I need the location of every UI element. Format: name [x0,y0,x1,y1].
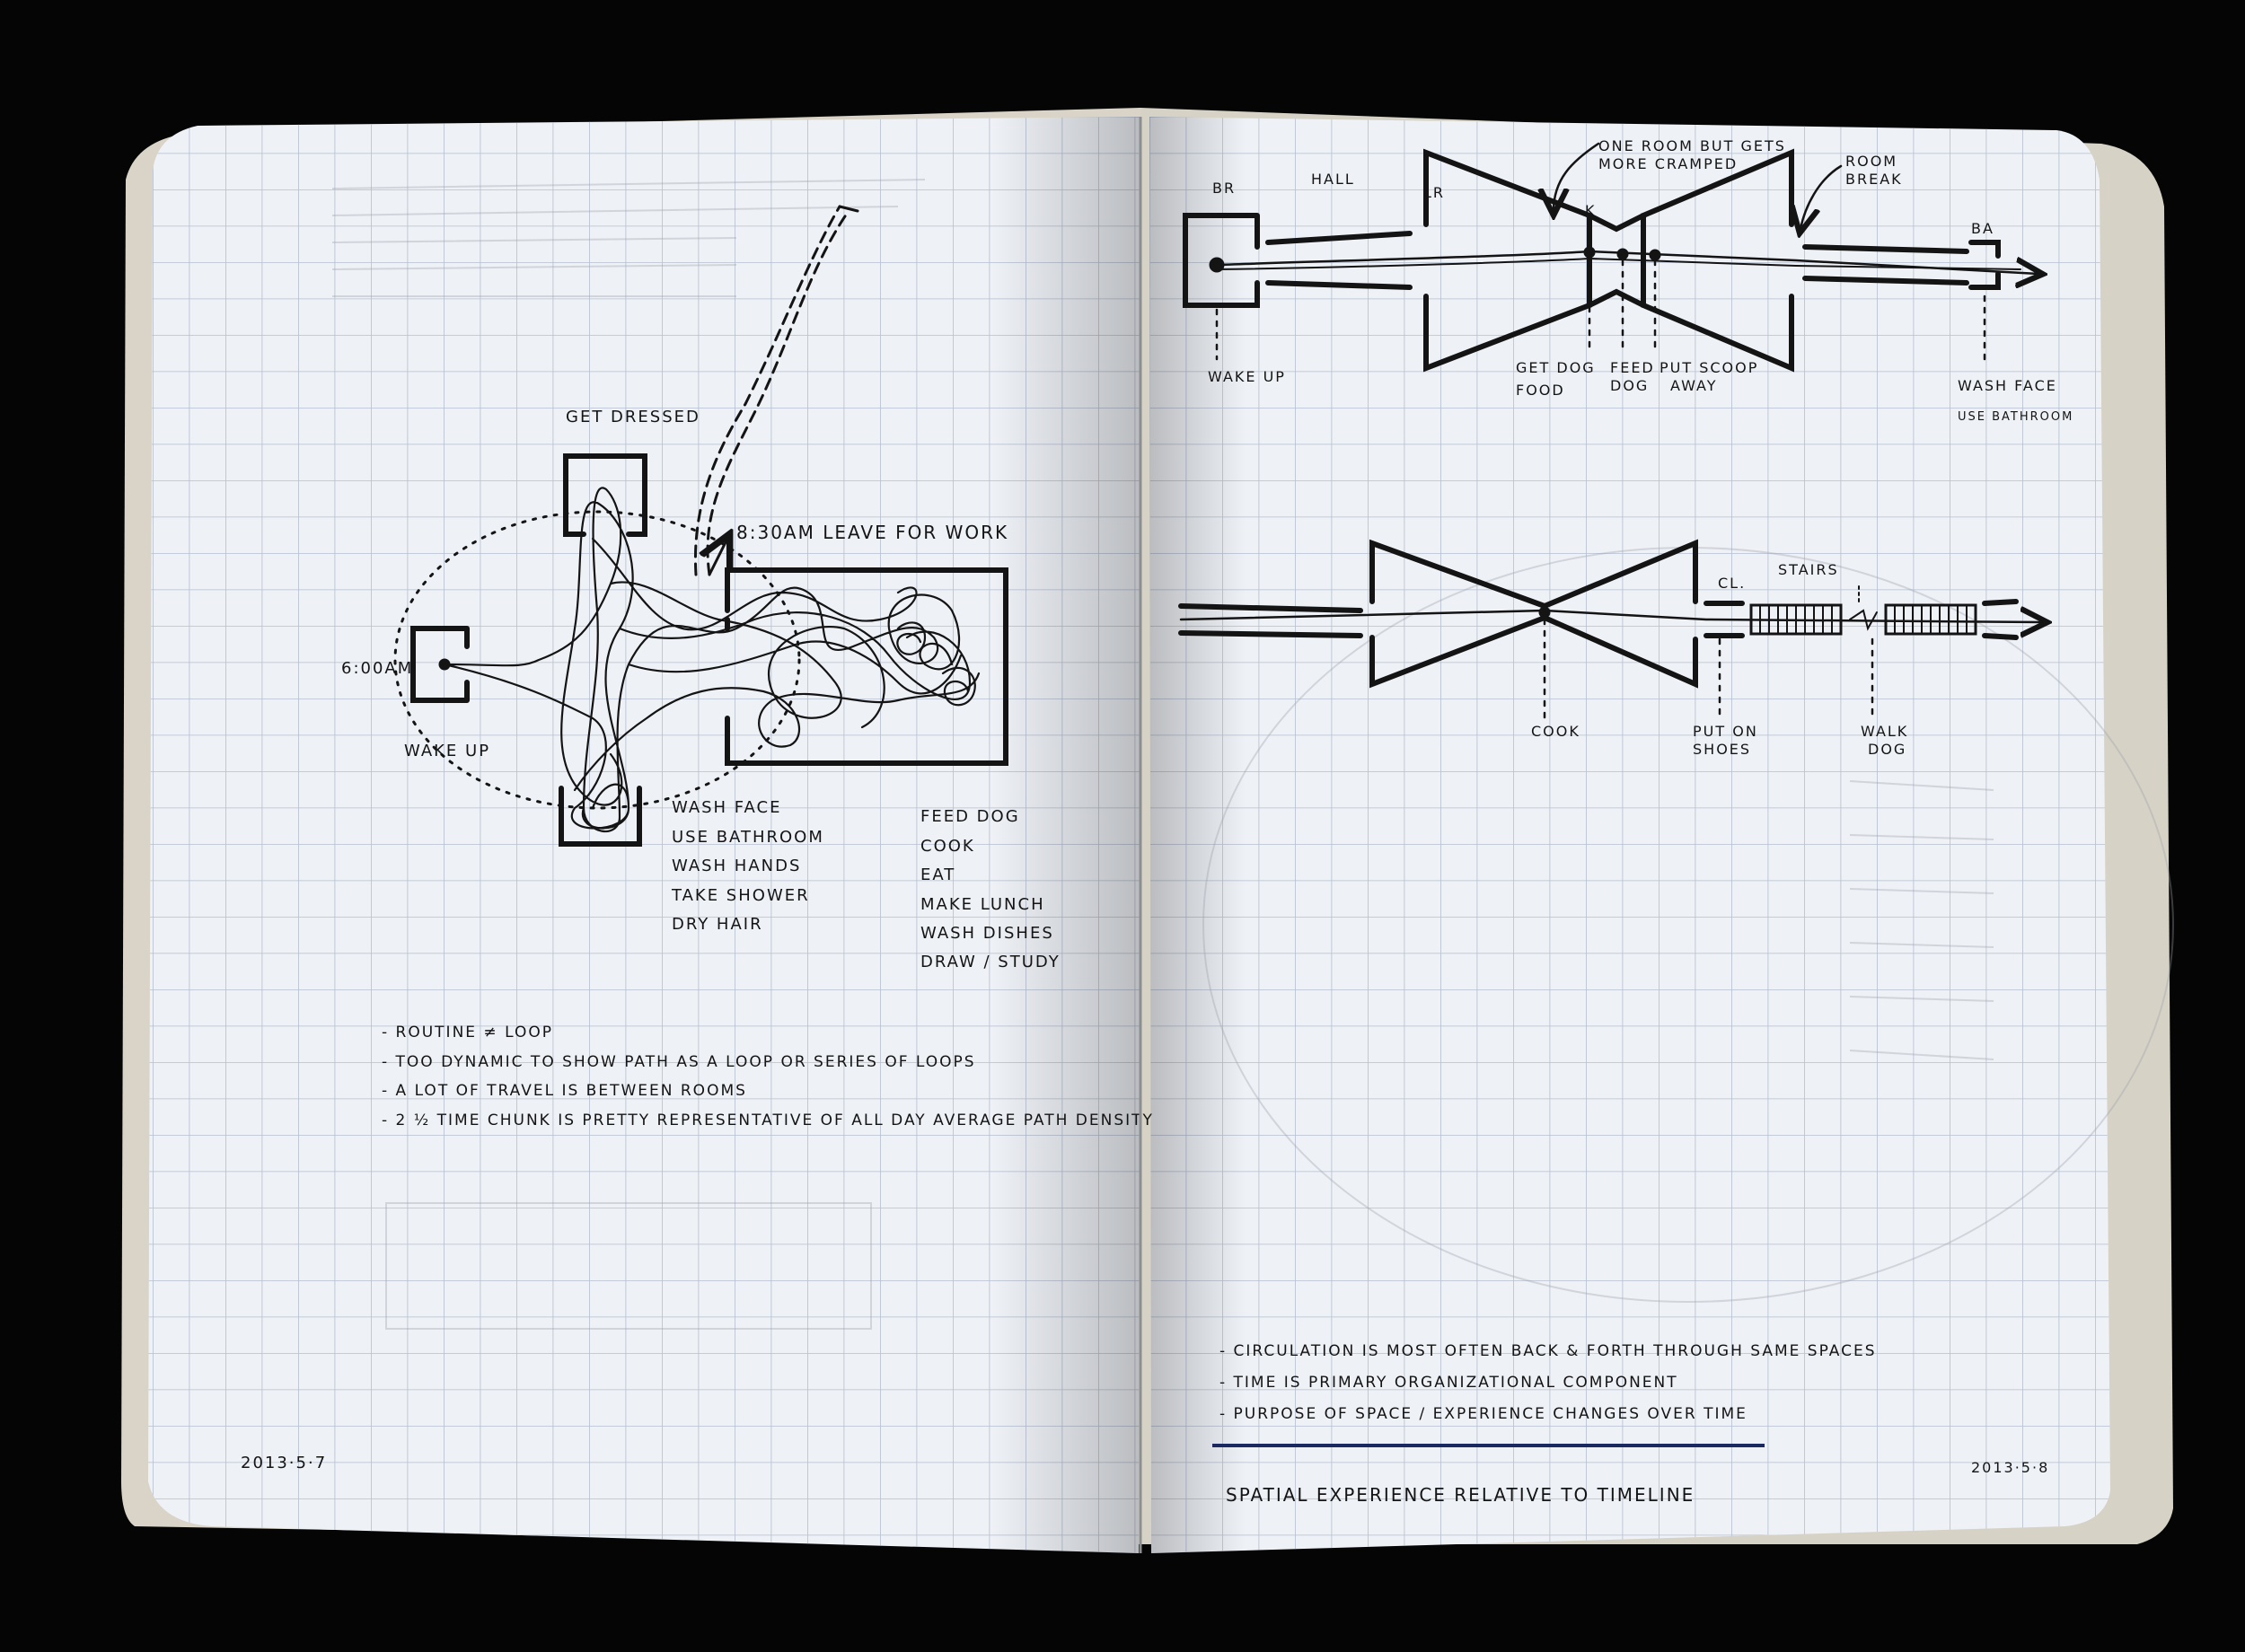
label-br: BR [1212,180,1237,197]
right-page-date: 2013·5·8 [1971,1459,2050,1476]
note-line: - TOO DYNAMIC TO SHOW PATH AS A LOOP OR SERIES OF LOOPS [382,1053,976,1071]
kitchen-task: FEED DOG [920,807,1020,826]
label-walk-dog: WALK [1861,723,1909,740]
label-put-scoop-away: PUT SCOOP [1660,359,1759,376]
label-wake-time: 6:00AM [341,659,414,678]
bath-task: DRY HAIR [672,915,763,934]
note-line: - TIME IS PRIMARY ORGANIZATIONAL COMPONENT [1219,1374,1678,1392]
bath-task: TAKE SHOWER [672,886,810,905]
label-wake-up-right: WAKE UP [1208,368,1286,385]
page-title: SPATIAL EXPERIENCE RELATIVE TO TIMELINE [1226,1484,1695,1506]
label-put-on-shoes: SHOES [1693,741,1752,758]
label-wake-up: WAKE UP [404,742,491,760]
label-walk-dog: DOG [1868,741,1907,758]
bath-task: WASH HANDS [672,857,802,875]
label-k: K [1585,202,1597,219]
note-one-room: MORE CRAMPED [1598,155,1739,172]
label-get-dressed: GET DRESSED [566,408,700,426]
label-cook: COOK [1531,723,1580,740]
label-feed-dog: DOG [1610,377,1650,394]
note-room-break: BREAK [1845,171,1903,188]
note-line: - 2 ½ TIME CHUNK IS PRETTY REPRESENTATIVE OF ALL DAY AVERAGE PATH DENSITY [382,1112,1154,1129]
label-get-dog-food: FOOD [1516,382,1565,399]
left-page-date: 2013·5·7 [241,1454,328,1472]
bath-task: USE BATHROOM [672,828,824,847]
label-lr: LR [1423,184,1446,201]
label-cl: CL. [1718,575,1747,592]
label-hall: HALL [1311,171,1355,188]
label-wash-face: WASH FACE [1958,377,2057,394]
label-stairs: STAIRS [1778,561,1839,578]
label-ba: BA [1971,220,1994,237]
kitchen-task: COOK [920,837,975,856]
note-line: - CIRCULATION IS MOST OFTEN BACK & FORTH THROUGH SAME SPACES [1219,1342,1877,1360]
kitchen-task: EAT [920,866,956,884]
label-use-bathroom: USE BATHROOM [1958,410,2074,424]
label-put-scoop-away: AWAY [1670,377,1718,394]
kitchen-task: MAKE LUNCH [920,895,1045,914]
label-put-on-shoes: PUT ON [1693,723,1758,740]
note-one-room: ONE ROOM BUT GETS [1598,137,1786,154]
note-room-break: ROOM [1845,153,1898,170]
note-line: - ROUTINE ≠ LOOP [382,1024,553,1041]
label-leave-for-work: 8:30AM LEAVE FOR WORK [736,522,1009,543]
bath-task: WASH FACE [672,798,782,817]
kitchen-task: WASH DISHES [920,924,1054,943]
note-line: - PURPOSE OF SPACE / EXPERIENCE CHANGES OVER TIME [1219,1405,1748,1423]
note-line: - A LOT OF TRAVEL IS BETWEEN ROOMS [382,1082,747,1100]
label-get-dog-food: GET DOG [1516,359,1596,376]
kitchen-task: DRAW / STUDY [920,953,1061,971]
label-feed-dog: FEED [1610,359,1655,376]
